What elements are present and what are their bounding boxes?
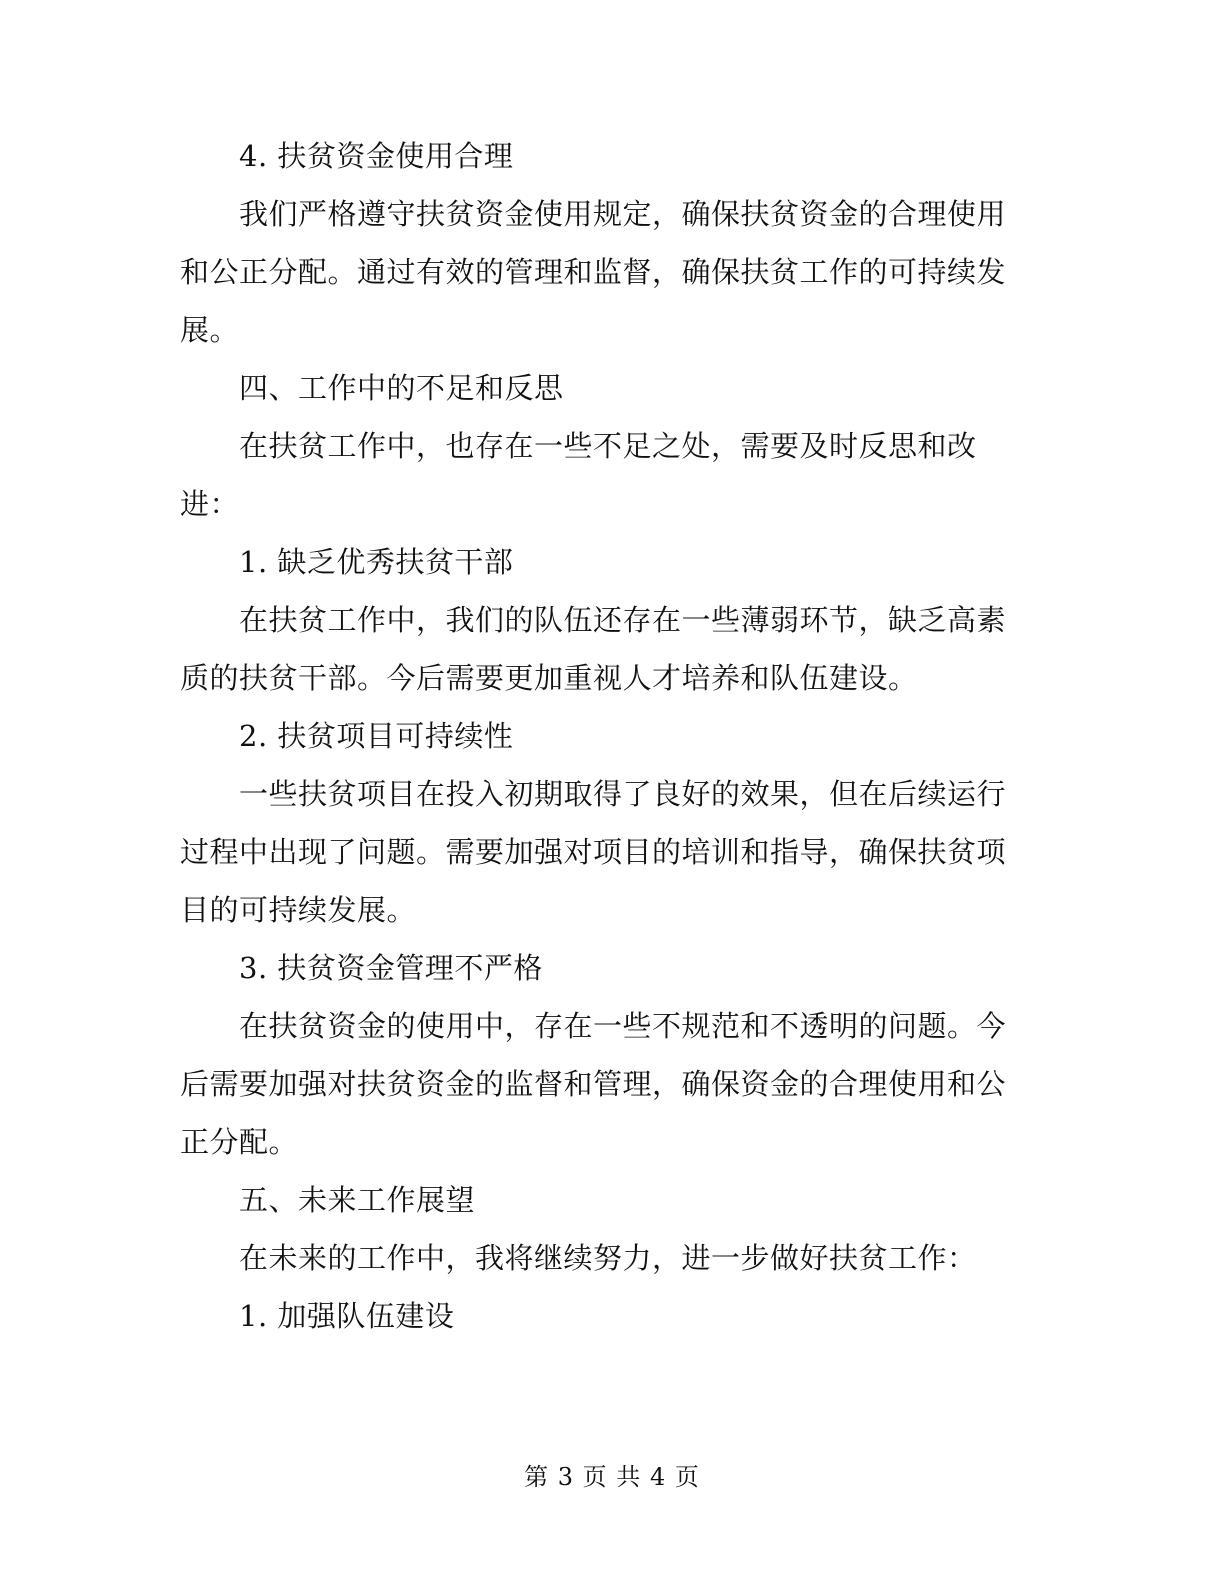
paragraph-line: 展。: [180, 313, 240, 347]
paragraph-line: 在扶贫资金的使用中，存在一些不规范和不透明的问题。今: [239, 1009, 1007, 1043]
paragraph-line: 质的扶贫干部。今后需要更加重视人才培养和队伍建设。: [180, 661, 918, 695]
paragraph-line: 我们严格遵守扶贫资金使用规定，确保扶贫资金的合理使用: [239, 197, 1007, 231]
paragraph-line: 目的可持续发展。: [180, 893, 417, 927]
section-heading-shortcomings: 四、工作中的不足和反思: [239, 371, 564, 405]
paragraph-line: 后需要加强对扶贫资金的监督和管理，确保资金的合理使用和公: [180, 1067, 1007, 1101]
paragraph-line: 过程中出现了问题。需要加强对项目的培训和指导，确保扶贫项: [180, 835, 1007, 869]
subheading-1-cadres: 1. 缺乏优秀扶贫干部: [239, 545, 514, 579]
paragraph-line: 在扶贫工作中，也存在一些不足之处，需要及时反思和改: [239, 429, 977, 463]
paragraph-line: 在未来的工作中，我将继续努力，进一步做好扶贫工作：: [239, 1241, 977, 1275]
page-number-footer: 第 3 页 共 4 页: [524, 1463, 700, 1491]
paragraph-line: 进：: [180, 487, 240, 521]
paragraph-line: 一些扶贫项目在投入初期取得了良好的效果，但在后续运行: [239, 777, 1007, 811]
paragraph-line: 和公正分配。通过有效的管理和监督，确保扶贫工作的可持续发: [180, 255, 1007, 289]
paragraph-line: 在扶贫工作中，我们的队伍还存在一些薄弱环节，缺乏高素: [239, 603, 1007, 637]
subheading-3-fund-management: 3. 扶贫资金管理不严格: [239, 951, 543, 985]
subheading-2-sustainability: 2. 扶贫项目可持续性: [239, 719, 514, 753]
subheading-1-team-building: 1. 加强队伍建设: [239, 1299, 455, 1333]
paragraph-line: 正分配。: [180, 1125, 299, 1159]
section-heading-outlook: 五、未来工作展望: [239, 1183, 476, 1217]
document-body: [180, 127, 1020, 1345]
subheading-4-fund-usage: 4. 扶贫资金使用合理: [239, 139, 514, 173]
